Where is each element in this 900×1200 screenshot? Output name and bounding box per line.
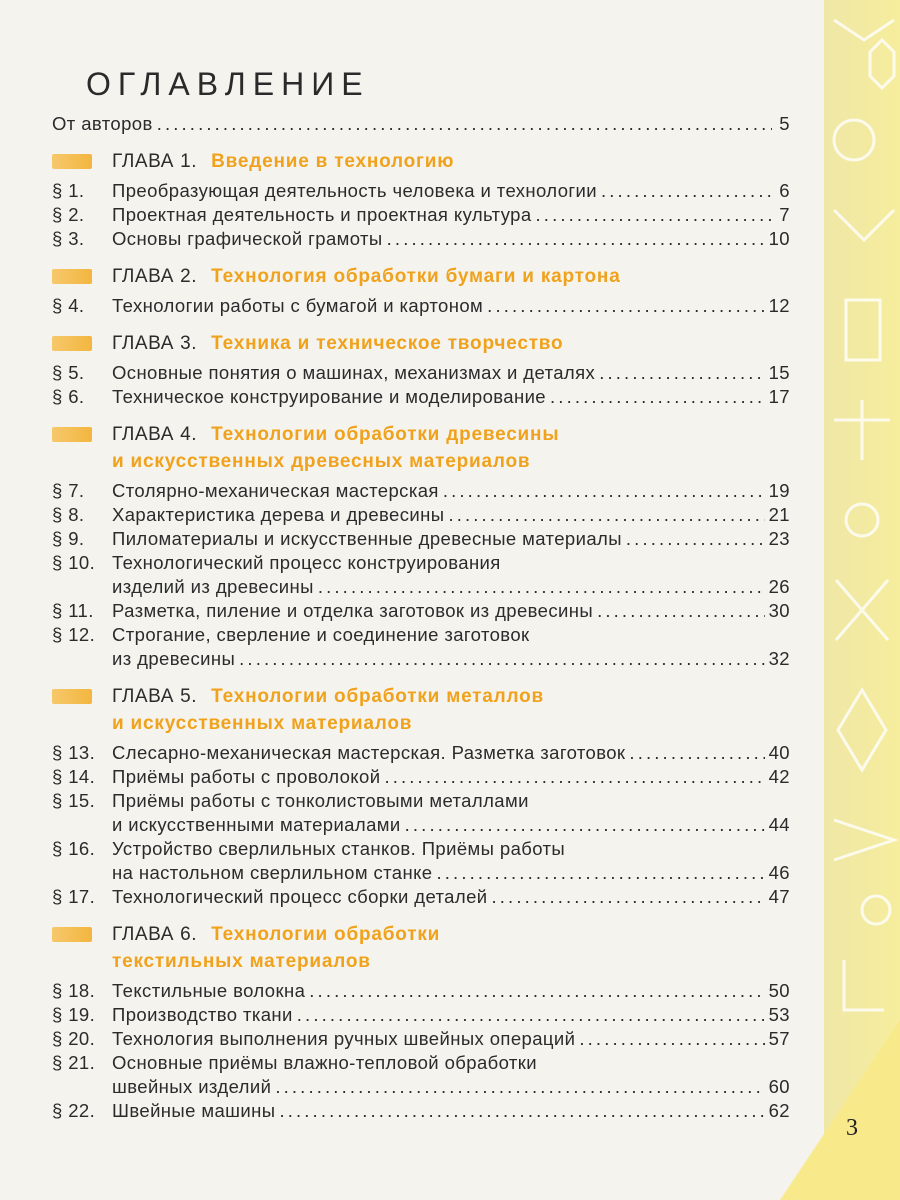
section-page: 53 [768,1004,790,1025]
chapter-heading[interactable] [52,263,790,290]
page-number: 3 [846,1115,858,1141]
section-page: 17 [768,386,790,407]
section-number: § 14. [52,766,96,787]
chapter-heading-text [112,330,563,357]
section-title: Производство ткани [112,1004,293,1025]
section-title-cont: из древесины [112,648,236,669]
chapter-heading[interactable] [52,683,790,737]
chapter-number: 4. [180,424,198,445]
section-page: 7 [779,204,790,225]
chapter-heading-text [112,148,454,175]
section-title: Характеристика дерева и древесины [112,504,445,525]
toc-entry[interactable] [52,1099,790,1123]
section-title: Строгание, сверление и соединение заготовок [112,624,530,645]
chapter-title-cont: текстильных материалов [112,951,371,972]
leader-dots [437,861,765,885]
toc-entry-continuation[interactable] [52,813,790,837]
leader-dots [309,979,764,1003]
section-title: Основные понятия о машинах, механизмах и деталях [112,362,596,383]
section-number: § 1. [52,180,85,201]
leader-dots [597,599,765,623]
chapter-marker [52,154,92,169]
section-number: § 2. [52,204,85,225]
section-title: Приёмы работы с проволокой [112,766,381,787]
toc-entry[interactable] [52,885,790,909]
chapter-title: Технологии обработки [211,924,441,945]
chapter-marker [52,927,92,942]
section-page: 32 [768,648,790,669]
leader-dots [629,741,764,765]
chapter-word: ГЛАВА [112,151,175,172]
chapter-title: Технология обработки бумаги и картона [211,266,621,287]
chapter-number: 1. [180,151,198,172]
section-number: § 17. [52,886,96,907]
section-number: § 3. [52,228,85,249]
toc-entry[interactable] [52,741,790,765]
section-number: § 21. [52,1052,96,1073]
toc-entry[interactable] [52,623,790,647]
section-page: 57 [768,1028,790,1049]
leader-dots [448,503,764,527]
leader-dots [297,1003,765,1027]
toc-entry[interactable] [52,1003,790,1027]
chapter-marker [52,269,92,284]
chapter-heading[interactable] [52,330,790,357]
chapter-word: ГЛАВА [112,333,175,354]
section-page: 47 [768,886,790,907]
section-number: § 8. [52,504,85,525]
leader-dots [579,1027,764,1051]
section-number: § 6. [52,386,85,407]
chapter-heading[interactable] [52,421,790,475]
section-number: § 18. [52,980,96,1001]
chapter-heading[interactable] [52,921,790,975]
chapter-title: Техника и техническое творчество [211,333,564,354]
chapter-heading-text [112,683,544,737]
chapter-marker [52,336,92,351]
toc-entry[interactable] [52,1027,790,1051]
section-number: § 19. [52,1004,96,1025]
section-number: § 9. [52,528,85,549]
chapter-title: Введение в технологию [211,151,455,172]
toc-entry[interactable] [52,361,790,385]
toc-entry[interactable] [52,294,790,318]
leader-dots [318,575,765,599]
leader-dots [239,647,764,671]
section-title: Основы графической грамоты [112,228,383,249]
section-number: § 22. [52,1100,96,1121]
toc-entry[interactable] [52,503,790,527]
chapter-word: ГЛАВА [112,686,175,707]
chapter-title: Технологии обработки металлов [211,686,545,707]
section-title: Разметка, пиление и отделка заготовок из древесины [112,600,594,621]
chapter-number: 2. [180,266,198,287]
section-title-cont: и искусственными материалами [112,814,401,835]
toc-intro-page: 5 [779,113,790,134]
chapter-heading-text [112,421,559,475]
chapter-title: Технологии обработки древесины [211,424,560,445]
section-number: § 15. [52,790,96,811]
chapter-word: ГЛАВА [112,266,175,287]
section-page: 60 [768,1076,790,1097]
section-page: 21 [768,504,790,525]
leader-dots [157,112,772,136]
section-page: 42 [768,766,790,787]
chapter-list [52,148,790,1123]
chapter-heading[interactable] [52,148,790,175]
section-number: § 16. [52,838,96,859]
section-title-cont: швейных изделий [112,1076,272,1097]
toc-entry[interactable] [52,179,790,203]
leader-dots [599,361,764,385]
chapter-number: 5. [180,686,198,707]
chapter-heading-text [112,263,621,290]
section-page: 44 [768,814,790,835]
section-page: 62 [768,1100,790,1121]
section-title: Слесарно-механическая мастерская. Разметка заготовок [112,742,626,763]
chapter-number: 6. [180,924,198,945]
section-page: 15 [768,362,790,383]
toc-entry-continuation[interactable] [52,1075,790,1099]
section-number: § 20. [52,1028,96,1049]
section-page: 19 [768,480,790,501]
section-title: Технология выполнения ручных швейных операций [112,1028,576,1049]
section-title: Преобразующая деятельность человека и технологии [112,180,597,201]
chapter-title-cont: и искусственных древесных материалов [112,451,531,472]
section-number: § 5. [52,362,85,383]
section-page: 50 [768,980,790,1001]
page-title: ОГЛАВЛЕНИЕ [86,66,370,102]
section-page: 40 [768,742,790,763]
leader-dots [492,885,765,909]
toc-entry[interactable] [52,1051,790,1075]
section-number: § 11. [52,600,94,621]
section-page: 10 [768,228,790,249]
toc-entry[interactable] [52,979,790,1003]
section-page: 30 [768,600,790,621]
leader-dots [443,479,765,503]
toc-entry-continuation[interactable] [52,647,790,671]
toc-entry[interactable] [52,789,790,813]
leader-dots [626,527,765,551]
toc-entry[interactable] [52,599,790,623]
section-title: Текстильные волокна [112,980,306,1001]
chapter-number: 3. [180,333,198,354]
section-title: Основные приёмы влажно-тепловой обработки [112,1052,538,1073]
section-title: Устройство сверлильных станков. Приёмы работы [112,838,566,859]
section-title-cont: на настольном сверлильном станке [112,862,433,883]
toc-entry[interactable] [52,227,790,251]
section-number: § 4. [52,295,85,316]
section-title: Технологический процесс сборки деталей [112,886,488,907]
section-title: Приёмы работы с тонколистовыми металлами [112,790,529,811]
corner-decoration [780,1020,900,1200]
leader-dots [405,813,765,837]
toc-entry[interactable] [52,479,790,503]
section-page: 12 [768,295,790,316]
leader-dots [275,1075,764,1099]
section-page: 23 [768,528,790,549]
chapter-marker [52,427,92,442]
section-page: 26 [768,576,790,597]
table-of-contents [52,112,790,1123]
section-number: § 10. [52,552,96,573]
toc-entry[interactable] [52,527,790,551]
toc-entry[interactable] [52,765,790,789]
toc-entry[interactable] [52,203,790,227]
section-title: Проектная деятельность и проектная культура [112,204,532,225]
chapter-marker [52,689,92,704]
chapter-word: ГЛАВА [112,424,175,445]
leader-dots [550,385,765,409]
toc-entry-continuation[interactable] [52,861,790,885]
leader-dots [279,1099,764,1123]
section-title: Пиломатериалы и искусственные древесные материалы [112,528,622,549]
section-title: Технологии работы с бумагой и картоном [112,295,484,316]
chapter-word: ГЛАВА [112,924,175,945]
section-number: § 13. [52,742,96,763]
leader-dots [387,227,765,251]
section-title: Техническое конструирование и моделирование [112,386,547,407]
section-page: 6 [779,180,790,201]
toc-entry[interactable] [52,551,790,575]
toc-entry[interactable] [52,385,790,409]
section-title: Технологический процесс конструирования [112,552,501,573]
leader-dots [384,765,764,789]
chapter-heading-text [112,921,440,975]
leader-dots [487,294,764,318]
toc-entry-continuation[interactable] [52,575,790,599]
toc-entry[interactable] [52,837,790,861]
toc-intro-text: От авторов [52,113,153,134]
section-page: 46 [768,862,790,883]
chapter-title-cont: и искусственных материалов [112,713,413,734]
section-title: Столярно-механическая мастерская [112,480,439,501]
leader-dots [536,203,772,227]
section-title: Швейные машины [112,1100,276,1121]
section-number: § 7. [52,480,85,501]
section-number: § 12. [52,624,96,645]
section-title-cont: изделий из древесины [112,576,314,597]
leader-dots [601,179,772,203]
toc-intro-row[interactable] [52,112,790,136]
